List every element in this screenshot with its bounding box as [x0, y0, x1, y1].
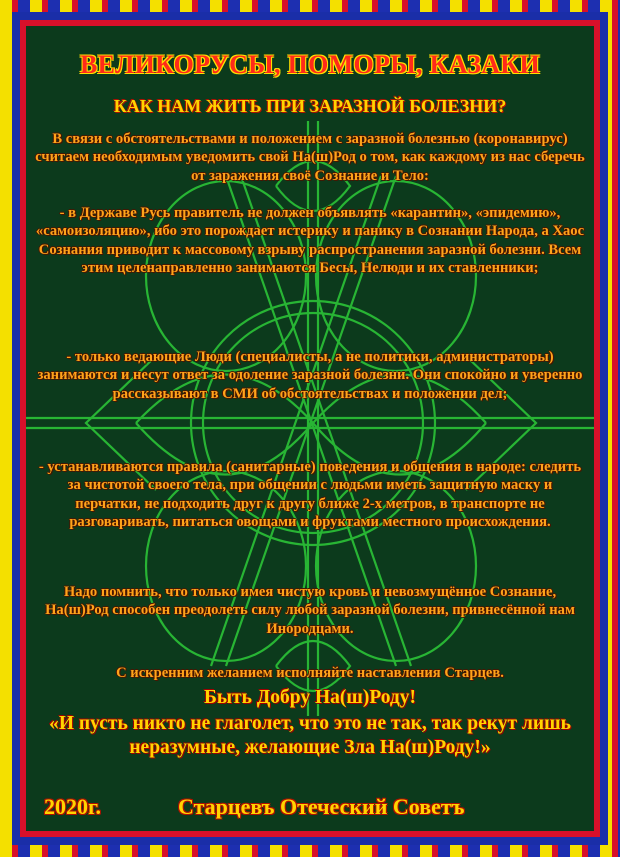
point-three-paragraph: - устанавливаются правила (санитарные) поведения и общения в народе: следить за чистотой своего тела, при общении с людьми иметь защитную маску и перчатки, не подходить друг к другу ближе 2-х метров, в транспорте не разговаривать, питаться овощами и фруктами местного происхождения. — [38, 459, 582, 531]
point-two-paragraph: - только ведающие Люди (специалисты, а не политики, администраторы) занимаются и несут ответ за одоление заразной болезни. Они спокойно и уверенно рассказывают в СМИ об обстоятельствах и положении дел; — [37, 349, 583, 402]
poster-text — [26, 26, 594, 831]
poster-title: ВЕЛИКОРУСЫ, ПОМОРЫ, КАЗАКИ — [80, 50, 540, 79]
reminder-paragraph: Надо помнить, что только имея чистую кровь и невозмущённое Сознание, На(ш)Род способен преодолеть силу любой заразной болезни, привнесённой нам Инородцами. — [45, 584, 575, 637]
wish-line: С искренним желанием исполняйте наставления Старцев. — [116, 665, 504, 681]
point-one-paragraph: - в Державе Русь правитель не должен объявлять «карантин», «эпидемию», «самоизоляцию», ибо это порождает истерику и панику в Сознании Народа, а Хаос Сознания приводит к массовому взрыву распространения заразной болезни. Всем этим целенаправленно занимаются Бесы, Нелюди и их ставленники; — [35, 205, 585, 277]
closing-quote: «И пусть никто не глаголет, что это не так, так рекут лишь неразумные, желающие Зла На(ш)Роду!» — [49, 713, 571, 758]
poster-panel — [26, 26, 594, 831]
signature-label: Старцевъ Отеческий Советъ — [178, 794, 465, 819]
blessing-line: Быть Добру На(ш)Роду! — [203, 687, 417, 708]
poster-subtitle: КАК НАМ ЖИТЬ ПРИ ЗАРАЗНОЙ БОЛЕЗНИ? — [113, 96, 507, 116]
intro-paragraph: В связи с обстоятельствами и положением с заразной болезнью (коронавирус) считаем необходимым уведомить свой На(ш)Род о том, как каждому из нас сберечь от заражения своё Сознание и Тело: — [35, 131, 585, 184]
year-label: 2020г. — [44, 794, 102, 819]
